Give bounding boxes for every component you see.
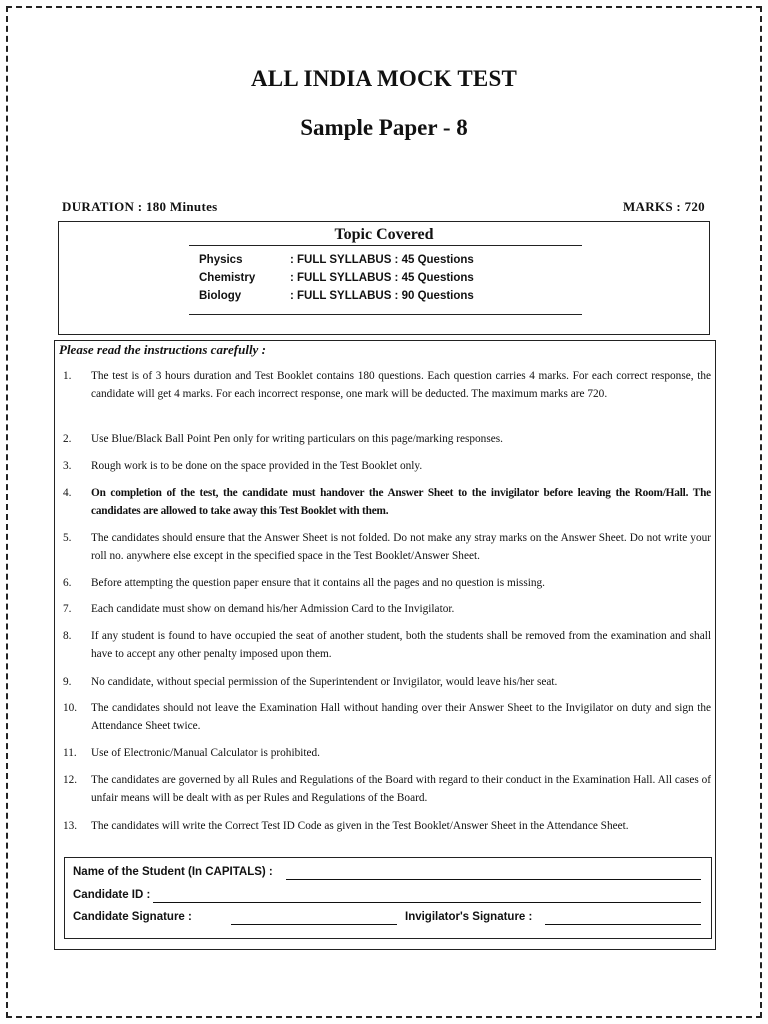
student-details-box (64, 857, 712, 939)
candidate-signature-label: Candidate Signature : (73, 911, 192, 923)
instruction-text: Before attempting the question paper ensure that it contains all the pages and no question is missing. (91, 577, 545, 589)
instruction-text: Use of Electronic/Manual Calculator is prohibited. (91, 747, 321, 759)
instruction-text: If any student is found to have occupied the seat of another student, both the students shall be removed from the examination and shall have to accept any other penalty imposed upon them. (91, 630, 711, 660)
instruction-number: 9. (63, 676, 72, 688)
instruction-number: 6. (63, 577, 72, 589)
signature-row (73, 911, 703, 927)
instruction-number: 10. (63, 702, 78, 714)
subject-name: Physics (199, 254, 243, 266)
student-name-label: Name of the Student (In CAPITALS) : (73, 866, 273, 878)
candidate-id-field[interactable] (153, 902, 701, 903)
instruction-text: Use Blue/Black Ball Point Pen only for writing particulars on this page/marking responses. (91, 433, 503, 445)
subject-detail: : FULL SYLLABUS : 90 Questions (290, 290, 474, 302)
page-subtitle: Sample Paper - 8 (300, 115, 468, 140)
instruction-number: 2. (63, 433, 72, 445)
subject-detail: : FULL SYLLABUS : 45 Questions (290, 272, 474, 284)
instructions-heading: Please read the instructions carefully : (59, 342, 266, 357)
instruction-number: 13. (63, 820, 78, 832)
instruction-number: 4. (63, 487, 72, 499)
instruction-text: The candidates are governed by all Rules and Regulations of the Board with regard to their conduct in the Examination Hall. All cases of unfair means will be dealt with as per Rules and Regulations of the Board. (91, 774, 711, 804)
instruction-text: No candidate, without special permission of the Superintendent or Invigilator, would leave his/her seat. (91, 676, 558, 688)
student-name-field[interactable] (286, 879, 701, 880)
instruction-number: 11. (63, 747, 77, 759)
instruction-text: Each candidate must show on demand his/her Admission Card to the Invigilator. (91, 603, 455, 615)
page-title: ALL INDIA MOCK TEST (250, 66, 518, 91)
instruction-text: On completion of the test, the candidate must handover the Answer Sheet to the invigilator before leaving the Room/Hall. The candidates are allowed to take away this Test Booklet with them. (91, 487, 711, 517)
subject-name: Chemistry (199, 272, 256, 284)
instruction-number: 7. (63, 603, 72, 615)
topics-divider-bottom (189, 314, 582, 315)
instruction-number: 1. (63, 370, 72, 382)
candidate-id-label: Candidate ID : (73, 889, 151, 901)
instruction-number: 8. (63, 630, 72, 642)
topics-box (58, 221, 710, 335)
candidate-id-row (73, 889, 703, 905)
invigilator-signature-label: Invigilator's Signature : (405, 911, 533, 923)
marks-label: MARKS : 720 (622, 199, 705, 214)
instruction-text: The candidates should ensure that the Answer Sheet is not folded. Do not make any stray marks on the Answer Sheet. Do not write your roll no. anywhere else except in the specified space in the Test Booklet/Answer Sheet. (91, 532, 711, 562)
candidate-signature-field[interactable] (231, 924, 397, 925)
subject-name: Biology (199, 290, 242, 302)
topics-heading: Topic Covered (334, 226, 434, 243)
instruction-text: The candidates should not leave the Examination Hall without handing over their Answer Sheet to the Invigilator on duty and sign the Attendance Sheet twice. (91, 702, 711, 732)
duration-label: DURATION : 180 Minutes (62, 199, 218, 214)
instruction-number: 3. (63, 460, 72, 472)
subject-detail: : FULL SYLLABUS : 45 Questions (290, 254, 474, 266)
instruction-number: 5. (63, 532, 72, 544)
instruction-text: Rough work is to be done on the space provided in the Test Booklet only. (91, 460, 423, 472)
student-name-row (73, 866, 703, 882)
instruction-text: The candidates will write the Correct Test ID Code as given in the Test Booklet/Answer Sheet in the Attendance Sheet. (91, 820, 629, 832)
instruction-text: The test is of 3 hours duration and Test Booklet contains 180 questions. Each question carries 4 marks. For each correct response, the candidate will get 4 marks. For each incorrect response, one mark will be deducted. The maximum marks are 720. (91, 370, 711, 400)
invigilator-signature-field[interactable] (545, 924, 701, 925)
topics-divider-top (189, 245, 582, 246)
instruction-number: 12. (63, 774, 78, 786)
